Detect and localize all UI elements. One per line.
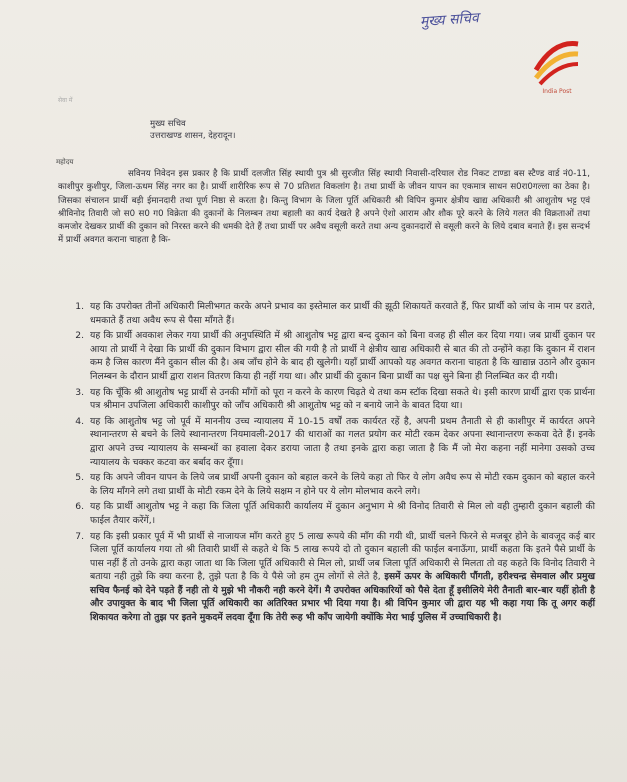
complaint-point <box>75 530 595 625</box>
point-text: यह कि आशुतोष भट्ट जो पूर्व में माननीय उच्च न्यायालय में 10-15 वर्षों तक कार्यरत रहें है, अपनी प्रथम तैनाती से ही काशीपुर में कार्यरत अपने स्थानान्तरण से बचने के लिये स्थानान्तरण नियमावली-2017 की धाराओं का गलत प्रयोग कर मोटी रकम देकर अपना स्थानान्तरण रूकवा देते हैं। इनके द्वारा अपने उच्च न्यायालय के सम्बन्धों का हवाला देकर डराया जाता है तथा इनके द्वारा कहा जाता है कि मैं जो मेरा कहना नहीं मानेगा उसको उच्च न्यायालय के चक्कर कटवा कर बर्बाद कर दूँगा। <box>90 415 595 468</box>
point-number: 6. <box>75 501 84 513</box>
point-text: यह कि उपरोक्त तीनों अधिकारी मिलीभगत करके अपने प्रभाव का इस्तेमाल कर प्रार्थी की झूठी शिकायतें करवाते हैं, फिर प्रार्थी को जांच के नाम पर डराते, धमकाते हैं तथा अवैध रूप से पैसा माँगते हैं। <box>90 301 595 326</box>
header-left-label: सेवा में <box>58 97 73 104</box>
logo-caption: India Post <box>542 88 572 95</box>
complaint-point <box>75 386 595 413</box>
intro-paragraph <box>58 168 590 248</box>
addressee-block <box>150 118 235 142</box>
complaint-point <box>75 415 595 469</box>
addressee-line-2: उत्तराखण्ड शासन, देहरादून। <box>150 131 236 141</box>
point-number: 5. <box>75 472 84 484</box>
point-text: यह कि चूँकि श्री आशुतोष भट्ट प्रार्थी से उनकी माँगों को पूरा न करने के कारण चिढ़ते थे तथा कम स्टॉक दिखा सकते थे। इसी कारण प्रार्थी द्वारा एक प्रार्थना पत्र श्रीमान उपजिला अधिकारी काशीपुर को जाँच अधिकारी श्री आशुतोष भट्ट को न बनाये जाने के बावत दिया था। <box>90 386 595 412</box>
india-post-logo-icon <box>528 30 584 92</box>
intro-text: सविनय निवेदन इस प्रकार है कि प्रार्थी दलजीत सिंह स्थायी पुत्र श्री सुरजीत सिंह स्थायी निवासी-दरियाल रोड निकट टाण्डा बस स्टैण्ड वार्ड नं0-11, काशीपुर कुशीपुर, जिला-ऊधम सिंह नगर का है। प्रार्थी शारीरिक रूप से 70 प्रतिशत विकलांग है। तथा प्रार्थी के जीवन यापन का एकमात्र साधन स0रा0गल्ला का ठेका है। जिसका संचालन प्रार्थी बड़ी ईमानदारी तथा पूर्ण निष्ठा से करता है। किन्तु विभाग के जिला पूर्ति अधिकारी श्री विपिन कुमार क्षेत्रीय खाद्य अधिकारी श्री आशुतोष भट्ट एवं श्रीविनोद तिवारी जो स0 स0 ग0 विक्रेता की दुकानों के निलम्बन तथा बहाली का कार्य देखते है अपने ऐशो आराम और शौक पूरे करने के लिये गलत की विक्रताओं तथा कमजोर देखकर प्रार्थी की दुकान को निरस्त करने की धमकी देते हैं तथा प्रार्थी पर अवैध वसूली करते तथा अन्य दुकानदारों से वसूली करने के लिये दबाव बनाते हैं। इस सन्दर्भ में प्रार्थी अवगत कराना चाहता है कि- <box>58 169 590 246</box>
point-text: यह कि प्रार्थी अवकाश लेकर गया प्रार्थी की अनुपस्थिति में श्री आशुतोष भट्ट द्वारा बन्द दुकान को बिना वजह ही सील कर दिया गया। जब प्रार्थी दुकान पर आया तो प्रार्थी ने देखा कि प्रार्थी की दुकान विभाग द्वारा सील की गयी है तो प्रार्थी ने क्षेत्रीय खाद्य अधिकारी से बात की तो उन्होंने कहा कि दुकान में राशन कम है जिस कारण मैंने दुकान सील की है। अब जाँच होने के बाद ही खुलेगी। यहाँ प्रार्थी आपको यह अवगत कराना चाहता है कि खाद्यान्न उठाने और दुकान निलम्बन के दौरान प्रार्थी द्वारा राशन वितरण किया ही नहीं गया था। और प्रार्थी की दुकान बिना प्रार्थी का पक्ष सुने बिना ही निलम्बित कर दी गयी। <box>90 330 595 382</box>
complaint-point <box>75 329 595 383</box>
point-number: 1. <box>75 301 84 312</box>
point-number: 4. <box>75 415 84 427</box>
point-text-bold: इसमें ऊपर के अधिकारी पौंगती, हरीश्चन्द्र सेमवाल और प्रमुख सचिव फैनई को देने पड़ते हैं नही तो ये मुझे भी नौकरी नही करने देगें। मै उपरोक्त अधिकारियों को पैसे देता हूँ इसीलिये मेरी तैनाती बार-बार यहीं होती है और उपायुक्त के बाद भी जिला पूर्ति अधिकारी का अतिरिक्त प्रभार भी दिया गया है। श्री विपिन कुमार जी द्वारा यह भी कहा गया कि तू अगर कहीं शिकायत करेगा तो तुझ पर इतने मुकदमें लदवा दूँगा कि तेरी रूह भी काँप जायेगी क्योंकि मेरा भाई पुलिस में उच्चाधिकारी है। <box>90 571 595 624</box>
complaint-points-list <box>75 300 595 627</box>
complaint-point <box>75 471 595 498</box>
point-text: यह कि प्रार्थी आशुतोष भट्ट ने कहा कि जिला पूर्ति अधिकारी कार्यालय में दुकान अनुभाग मे श्री विनोद तिवारी से मिल लो वही तुम्हारी दुकान बहाली की फाईल तैयार करेंगें,। <box>90 501 595 526</box>
salutation: महोदय <box>56 158 74 166</box>
point-number: 7. <box>75 530 84 542</box>
handwritten-note: मुख्य सचिव <box>419 10 480 31</box>
complaint-point <box>75 300 595 327</box>
point-text: यह कि इसी प्रकार पूर्व में भी प्रार्थी से नाजायज माँग करते हुए 5 लाख रूपये की माँग की गयी थी, प्रार्थी चलने फिरने से मजबूर होने के बावजूद कई बार जिला पूर्ति कार्यालय गया तो श्री तिवारी प्रार्थी से कहते थे कि 5 लाख रूपये दो तो दुकान बहाली की फाईल बनाऊँगा, प्रार्थी कहता कि इतने पैसे प्रार्थी के पास नहीं हैं तो उनके द्वारा कहा जाता था कि जिला पूर्ति अधिकारी से मिल लो, प्रार्थी जब जिला पूर्ति अधिकारी से मिलता तो वह कहते कि विनोद तिवारी ने बताया नही तुझे कि क्या करना है, तुझे पता है कि ये पैसे जो हम तुम लोगों से लेते है, <box>90 530 595 583</box>
addressee-line-1: मुख्य सचिव <box>150 119 186 129</box>
point-number: 3. <box>75 386 84 398</box>
complaint-point <box>75 500 595 527</box>
point-number: 2. <box>75 330 84 342</box>
point-text: यह कि अपने जीवन यापन के लिये जब प्रार्थी अपनी दुकान को बहाल करने के लिये कहा तो फिर ये लोग अवैध रूप से मोटी रकम दुकान को बहाल करने के लिय माँगने लगे तथा प्रार्थी के मोटी रकम देने के लिये सक्षम न होने पर ये लोग मोलभाव करने लगे। <box>90 472 595 497</box>
